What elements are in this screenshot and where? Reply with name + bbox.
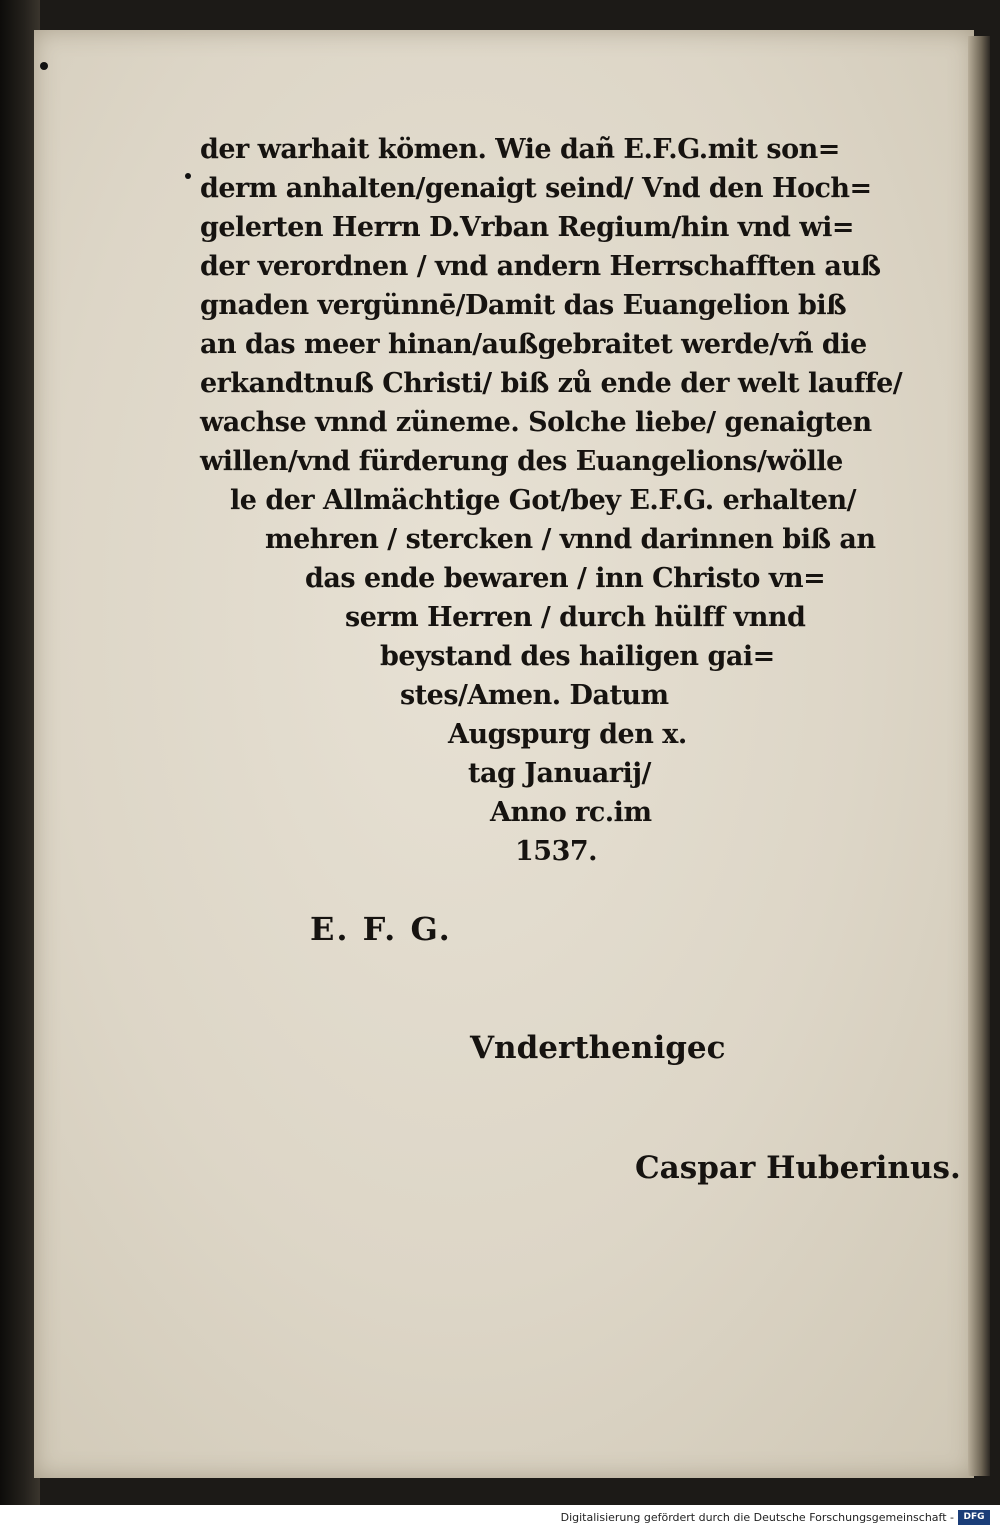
text-line: stes/Amen. Datum [400, 680, 669, 711]
text-line: tag Januarij/ [468, 758, 651, 789]
dfg-logo-icon: DFG [958, 1510, 990, 1525]
text-line: gelerten Herrn D.Vrban Regium/hin vnd wi= [200, 212, 854, 243]
author-signature: Caspar Huberinus. [635, 1150, 961, 1186]
text-line: beystand des hailigen gai= [380, 641, 775, 672]
text-line: Augspurg den x. [448, 719, 687, 750]
body-text [200, 130, 935, 871]
digitization-footer [0, 1505, 1000, 1531]
page-edge-shadow [968, 36, 990, 1476]
text-line: willen/vnd fürderung des Euangelions/wölle [200, 446, 843, 477]
text-line: der verordnen / vnd andern Herrschafften auß [200, 251, 881, 282]
text-line: Anno rc.im [490, 797, 652, 828]
text-line: serm Herren / durch hülff vnnd [345, 602, 806, 633]
text-line: 1537. [515, 836, 598, 867]
addressee-abbreviation: E. F. G. [310, 910, 452, 948]
text-line: le der Allmächtige Got/bey E.F.G. erhalten/ [230, 485, 856, 516]
text-line: an das meer hinan/außgebraitet werde/vñ die [200, 329, 867, 360]
text-line: der warhait kömen. Wie dañ E.F.G.mit son= [200, 134, 840, 165]
text-line: mehren / stercken / vnnd darinnen biß an [265, 524, 876, 555]
text-line: gnaden vergünnē/Damit das Euangelion biß [200, 290, 847, 321]
ink-dot [185, 173, 191, 179]
funding-credit: Digitalisierung gefördert durch die Deutsche Forschungsgemeinschaft - [560, 1511, 954, 1524]
text-line: das ende bewaren / inn Christo vn= [305, 563, 826, 594]
text-line: wachse vnnd züneme. Solche liebe/ genaigten [200, 407, 872, 438]
closing-phrase: Vnderthenigec [470, 1030, 726, 1066]
text-line: erkandtnuß Christi/ biß zů ende der welt lauffe/ [200, 368, 903, 399]
text-line: derm anhalten/genaigt seind/ Vnd den Hoch= [200, 173, 872, 204]
ink-dot [40, 62, 48, 70]
